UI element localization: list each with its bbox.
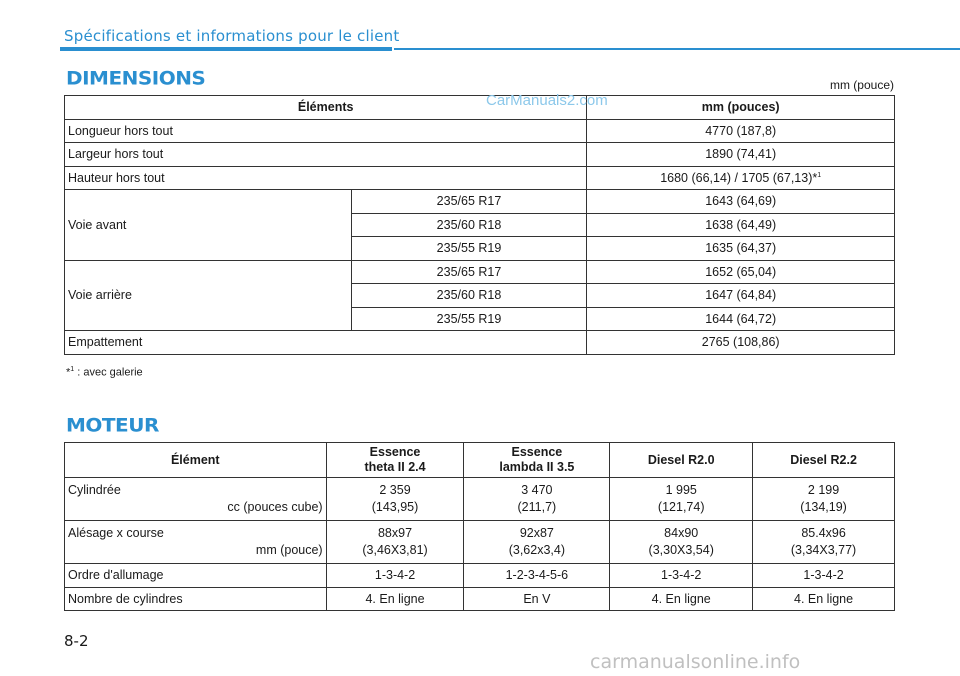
cell: En V [464, 587, 610, 611]
header-mm-pouces: mm (pouces) [587, 96, 895, 120]
row-label: Nombre de cylindres [65, 587, 327, 611]
footnote-sup: 1 [817, 171, 822, 179]
row-value: 4770 (187,8) [587, 119, 895, 143]
row-label: Hauteur hors tout [65, 166, 587, 190]
cell [326, 521, 464, 564]
header-theta [326, 443, 464, 478]
cell-line: (121,74) [657, 500, 705, 514]
table-header-row [65, 96, 895, 120]
cell [464, 478, 610, 521]
cell-line: (211,7) [517, 500, 557, 514]
row-value: 1643 (64,69) [587, 190, 895, 214]
cell [326, 478, 464, 521]
bottom-watermark: carmanualsonline.info [590, 651, 801, 673]
cell-line: 2 199 [807, 483, 840, 497]
unit-text: cc (pouces cube) [227, 500, 323, 514]
dimensions-unit-note: mm (pouce) [829, 78, 894, 92]
cell-line: (143,95) [371, 500, 419, 514]
table-row [65, 478, 895, 521]
tire-size: 235/65 R17 [351, 190, 587, 214]
table-row [65, 521, 895, 564]
cell-line: (134,19) [800, 500, 847, 514]
cell [610, 478, 753, 521]
cell-line: 84x90 [664, 526, 699, 540]
row-label: Voie arrière [65, 260, 352, 331]
cell-line: 3 470 [521, 483, 553, 497]
cell: 1-2-3-4-5-6 [464, 564, 610, 588]
row-value: 1647 (64,84) [587, 284, 895, 308]
row-value [587, 166, 895, 190]
label-text: Cylindrée [68, 483, 121, 497]
row-label: Longueur hors tout [65, 119, 587, 143]
cell-line: (3,30X3,54) [648, 543, 714, 557]
header-element: Élément [65, 443, 327, 478]
row-value: 1890 (74,41) [587, 143, 895, 167]
cell: 4. En ligne [610, 587, 753, 611]
header-rule-thin [394, 48, 960, 50]
row-value: 2765 (108,86) [587, 331, 895, 355]
cell-line: 1 995 [665, 483, 697, 497]
cell-line: 88x97 [377, 526, 413, 540]
header-rule-thick [60, 47, 392, 51]
hauteur-value: 1680 (66,14) / 1705 (67,13)* [660, 170, 818, 185]
table-row [65, 143, 895, 167]
cell: 1-3-4-2 [753, 564, 895, 588]
cell-line: 92x87 [519, 526, 554, 540]
header-line: Essence [369, 445, 421, 459]
cell [753, 521, 895, 564]
row-value: 1638 (64,49) [587, 213, 895, 237]
cell-line: (3,62x3,4) [508, 543, 565, 557]
label-text: Alésage x course [68, 526, 164, 540]
tire-size: 235/60 R18 [351, 213, 587, 237]
footnote [66, 366, 143, 379]
cell-line: (3,46X3,81) [362, 543, 428, 557]
cell [753, 478, 895, 521]
tire-size: 235/55 R19 [351, 237, 587, 261]
cell-line: (3,34X3,77) [790, 543, 857, 557]
row-value: 1635 (64,37) [587, 237, 895, 261]
watermark-text: CarManuals2.com [486, 92, 608, 109]
footnote-mark-sup: 1 [70, 366, 75, 373]
page-number: 8-2 [64, 632, 89, 650]
row-label: Empattement [65, 331, 587, 355]
header-line: theta II 2.4 [364, 460, 426, 474]
dimensions-title: DIMENSIONS [66, 66, 206, 90]
section-header-title: Spécifications et informations pour le client [64, 27, 400, 45]
tire-size: 235/65 R17 [351, 260, 587, 284]
row-label [65, 478, 327, 521]
engine-table [64, 442, 895, 611]
header-r22: Diesel R2.2 [753, 443, 895, 478]
row-label: Voie avant [65, 190, 352, 261]
row-label: Largeur hors tout [65, 143, 587, 167]
dimensions-table [64, 95, 895, 355]
header-line: Essence [511, 445, 563, 459]
unit-text: mm (pouce) [255, 543, 323, 557]
table-header-row [65, 443, 895, 478]
table-row [65, 190, 895, 214]
row-value: 1644 (64,72) [587, 307, 895, 331]
table-row [65, 119, 895, 143]
cell-line: 85.4x96 [801, 526, 846, 540]
tire-size: 235/55 R19 [351, 307, 587, 331]
footnote-mark: * [66, 366, 71, 379]
table-row [65, 564, 895, 588]
cell: 1-3-4-2 [326, 564, 464, 588]
moteur-title: MOTEUR [66, 413, 159, 437]
row-label [65, 521, 327, 564]
cell: 4. En ligne [753, 587, 895, 611]
header-line: lambda II 3.5 [499, 460, 575, 474]
cell [610, 521, 753, 564]
table-row [65, 587, 895, 611]
footnote-text: : avec galerie [74, 366, 143, 379]
table-row [65, 331, 895, 355]
table-row [65, 260, 895, 284]
tire-size: 235/60 R18 [351, 284, 587, 308]
cell [464, 521, 610, 564]
table-row [65, 166, 895, 190]
header-r20: Diesel R2.0 [610, 443, 753, 478]
header-lambda [464, 443, 610, 478]
header-elements: Éléments [65, 96, 587, 120]
cell: 4. En ligne [326, 587, 464, 611]
row-value: 1652 (65,04) [587, 260, 895, 284]
cell: 1-3-4-2 [610, 564, 753, 588]
cell-line: 2 359 [379, 483, 411, 497]
row-label: Ordre d'allumage [65, 564, 327, 588]
